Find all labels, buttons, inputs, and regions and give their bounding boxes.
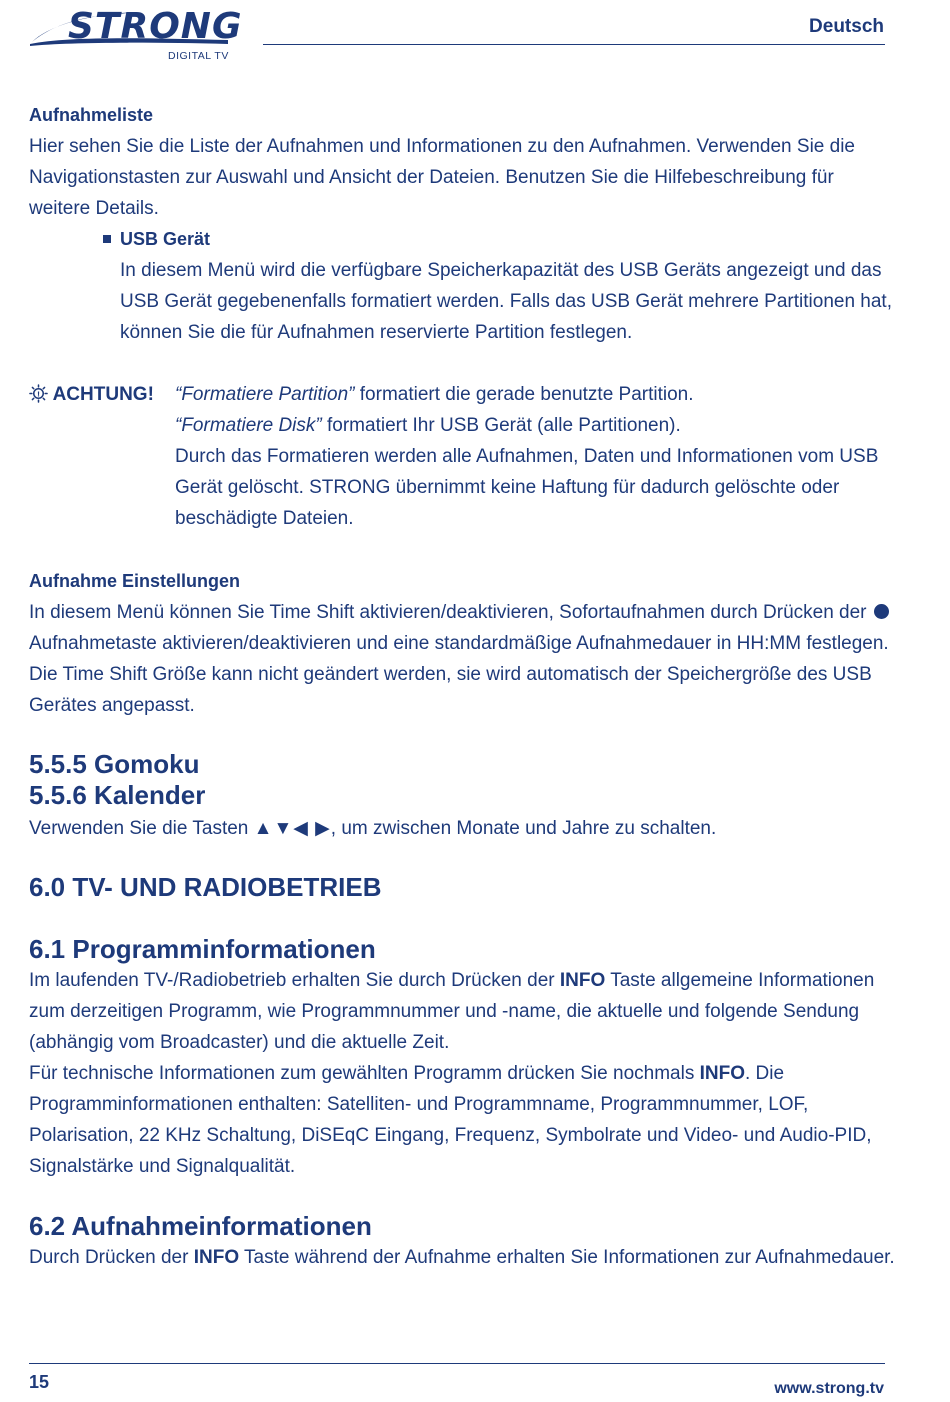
warning-line-1-rest: formatiert die gerade benutzte Partition. bbox=[354, 384, 694, 405]
header-divider bbox=[263, 44, 885, 45]
kalender-text-part2: , um zwischen Monate und Jahre zu schalten. bbox=[330, 818, 717, 839]
warning-line-2-italic: “Formatiere Disk” bbox=[175, 415, 322, 436]
info-key-label: INFO bbox=[559, 970, 606, 991]
tv-radio-heading: 6.0 TV- UND RADIOBETRIEB bbox=[29, 872, 382, 902]
website-link[interactable]: www.strong.tv bbox=[774, 1380, 884, 1397]
warning-line-2-rest: formatiert Ihr USB Gerät (alle Partitionen). bbox=[321, 415, 681, 436]
record-dot-icon bbox=[874, 604, 889, 619]
warning-line-2 bbox=[175, 410, 899, 441]
aufnahmeliste-heading: Aufnahmeliste bbox=[29, 105, 154, 125]
aufnahmeinfo-heading: 6.2 Aufnahmeinformationen bbox=[29, 1211, 372, 1241]
square-bullet-icon bbox=[103, 235, 111, 243]
programminfo-paragraph-1 bbox=[29, 965, 899, 1058]
warning-line-1-italic: “Formatiere Partition” bbox=[175, 384, 355, 405]
einstellungen-heading: Aufnahme Einstellungen bbox=[29, 571, 241, 591]
einstellungen-text-part2: Aufnahmetaste aktivieren/deaktivieren und eine standardmäßige Aufnahmedauer in HH:MM festlegen. Die Time Shift Größe kann nicht geändert werden, sie wird automatisch der Speichergröße des USB Gerätes angepasst. bbox=[29, 633, 889, 716]
einstellungen-text-part1: In diesem Menü können Sie Time Shift aktivieren/deaktivieren, Sofortaufnahmen durch Drücken der bbox=[29, 602, 872, 623]
logo-subtext: DIGITAL TV bbox=[168, 50, 229, 62]
aufnahmeinfo-text bbox=[29, 1242, 899, 1273]
kalender-text-part1: Verwenden Sie die Tasten bbox=[29, 818, 254, 839]
info-key-label: INFO bbox=[193, 1247, 240, 1268]
aufnahmeinfo-text-part1: Durch Drücken der bbox=[29, 1247, 194, 1268]
einstellungen-text bbox=[29, 597, 899, 721]
programminfo-heading: 6.1 Programminformationen bbox=[29, 934, 376, 964]
aufnahmeinfo-text-part2: Taste während der Aufnahme erhalten Sie Informationen zur Aufnahmedauer. bbox=[239, 1247, 895, 1268]
warning-text: Durch das Formatieren werden alle Aufnahmen, Daten und Informationen vom USB Gerät gelöscht. STRONG übernimmt keine Haftung für dadurch gelöschte oder beschädigte Dateien. bbox=[175, 446, 879, 529]
usb-text: In diesem Menü wird die verfügbare Speicherkapazität des USB Geräts angezeigt und das USB Gerät gegebenenfalls formatiert werden. Falls das USB Gerät mehrere Partitionen hat, können Sie die für Aufnahmen reservierte Partition festlegen. bbox=[120, 260, 892, 343]
warning-sun-icon bbox=[29, 384, 48, 403]
svg-text:!: ! bbox=[36, 390, 41, 399]
info-key-label: INFO bbox=[699, 1063, 745, 1084]
arrow-keys-icon: ▲▼◀ ▶ bbox=[253, 818, 331, 839]
aufnahmeliste-text: Hier sehen Sie die Liste der Aufnahmen und Informationen zu den Aufnahmen. Verwenden Sie die Navigationstasten zur Auswahl und Ansicht der Dateien. Benutzen Sie die Hilfebeschreibung für weitere Details. bbox=[29, 136, 855, 219]
programminfo-p1-part2: Taste allgemeine Informationen zum derzeitigen Programm, wie Programmnummer und -name, die aktuelle und folgende Sendung (abhängig vom Broadcaster) und die aktuelle Zeit. bbox=[29, 970, 875, 1053]
footer-divider bbox=[29, 1363, 885, 1364]
programminfo-p2-part2: . Die Programminformationen enthalten: Satelliten- und Programmname, Programmnummer, LOF, Polarisation, 22 KHz Schaltung, DiSEqC Eingang, Frequenz, Symbolrate und Video- und Audio-PID, Signalstärke und Signalqualität. bbox=[29, 1063, 872, 1177]
logo-text: STRONG bbox=[68, 6, 243, 47]
warning-text-block bbox=[175, 379, 899, 534]
gomoku-heading: 5.5.5 Gomoku bbox=[29, 749, 200, 779]
warning-block bbox=[29, 379, 899, 534]
language-label: Deutsch bbox=[809, 16, 884, 37]
programminfo-paragraph-2 bbox=[29, 1058, 899, 1182]
page-number: 15 bbox=[29, 1372, 50, 1392]
page-content bbox=[29, 100, 899, 1273]
strong-logo bbox=[28, 4, 243, 64]
warning-label-text: ACHTUNG! bbox=[52, 384, 154, 405]
kalender-text bbox=[29, 813, 899, 844]
kalender-heading: 5.5.6 Kalender bbox=[29, 780, 206, 810]
warning-line-1 bbox=[175, 379, 899, 410]
programminfo-p2-part1: Für technische Informationen zum gewählten Programm drücken Sie nochmals bbox=[29, 1063, 700, 1084]
usb-heading bbox=[103, 226, 899, 252]
programminfo-p1-part1: Im laufenden TV-/Radiobetrieb erhalten Sie durch Drücken der bbox=[29, 970, 560, 991]
warning-label bbox=[29, 379, 154, 410]
usb-heading-label: USB Gerät bbox=[120, 229, 211, 249]
usb-section bbox=[103, 226, 899, 348]
